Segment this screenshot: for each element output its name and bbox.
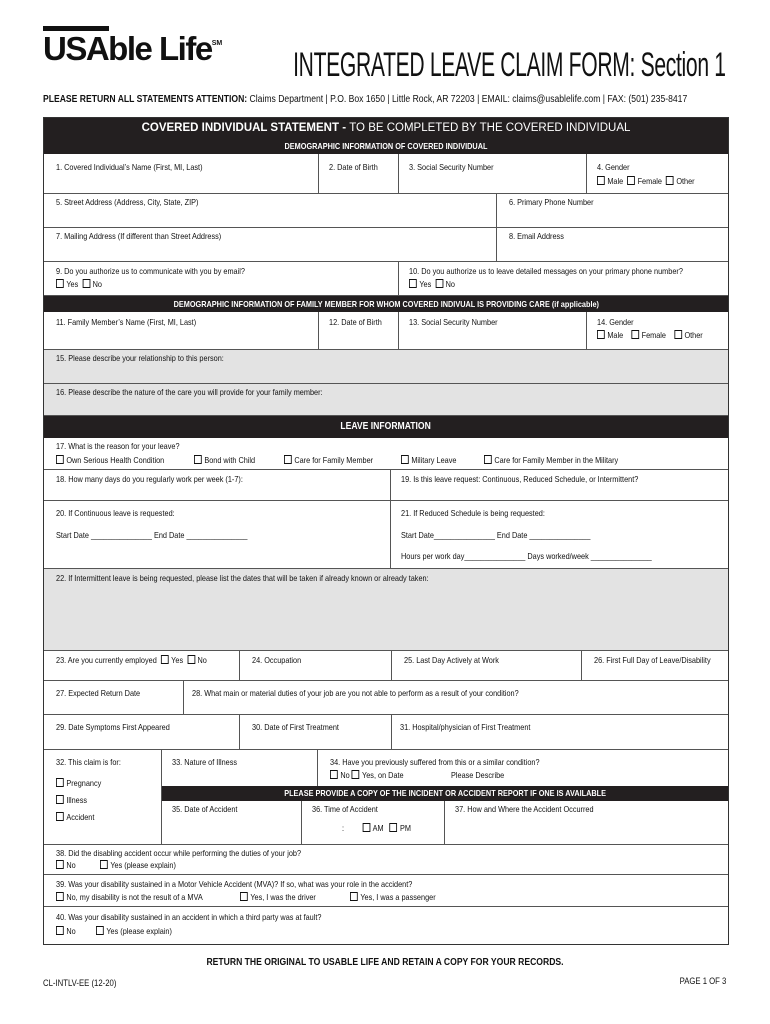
first-treatment-field[interactable]: 30. Date of First Treatment xyxy=(240,715,392,749)
job-duties-field[interactable]: 28. What main or material duties of your job are you not able to perform as a result of your condition? xyxy=(192,688,519,698)
family-other-checkbox[interactable] xyxy=(674,330,682,339)
row-authorization xyxy=(44,262,728,296)
leave-information-band: LEAVE INFORMATION xyxy=(44,416,728,438)
covered-name-field[interactable]: 1. Covered Individual’s Name (First, MI, Last) xyxy=(44,154,319,193)
expected-return-field[interactable]: 27. Expected Return Date xyxy=(44,681,184,714)
work-accident-row: 38. Did the disabling accident occur while performing the duties of your job? No Yes (please explain) xyxy=(44,845,728,875)
previous-condition-field: 34. Have you previously suffered from this or a similar condition? No Yes, on Date Please Describe xyxy=(330,757,540,780)
other-checkbox[interactable] xyxy=(666,176,674,185)
mva-driver-checkbox[interactable] xyxy=(240,892,248,901)
gender-field: 4. Gender Male Female Other xyxy=(597,162,695,186)
family-ssn-field[interactable]: 13. Social Security Number xyxy=(399,312,587,349)
mva-no-checkbox[interactable] xyxy=(56,892,64,901)
email-authorization: 9. Do you authorize us to communicate with you by email? Yes No xyxy=(44,262,399,295)
employed-yes-checkbox[interactable] xyxy=(161,655,169,664)
accident-location-field[interactable]: 37. How and Where the Accident Occurred xyxy=(455,804,594,814)
relationship-field[interactable]: 15. Please describe your relationship to this person: xyxy=(44,350,728,384)
email-address-field[interactable]: 8. Email Address xyxy=(509,231,564,241)
family-name-field[interactable]: 11. Family Member’s Name (First, MI, Last) xyxy=(44,312,319,349)
row-mailing-address xyxy=(44,228,728,262)
care-military-checkbox[interactable] xyxy=(484,455,492,464)
return-original-note: RETURN THE ORIGINAL TO USABLE LIFE AND RETAIN A COPY FOR YOUR RECORDS. xyxy=(206,957,564,968)
incident-report-band: PLEASE PROVIDE A COPY OF THE INCIDENT OR ACCIDENT REPORT IF ONE IS AVAILABLE xyxy=(162,786,728,801)
hospital-physician-field[interactable]: 31. Hospital/physician of First Treatment xyxy=(400,722,531,732)
mailing-address-field[interactable]: 7. Mailing Address (If different than Street Address) xyxy=(44,228,497,261)
accident-date-field[interactable]: 35. Date of Accident xyxy=(162,801,302,845)
phone-authorization: 10. Do you authorize us to leave detailed messages on your primary phone number? Yes No xyxy=(409,266,683,289)
covered-individual-band: COVERED INDIVIDUAL STATEMENT - TO BE COMPLETED BY THE COVERED INDIVIDUAL xyxy=(44,118,728,138)
email-no-checkbox[interactable] xyxy=(82,279,90,288)
row-family-member xyxy=(44,312,728,350)
claim-for-field: 32. This claim is for: Pregnancy Illness Accident xyxy=(44,750,162,844)
dob-field[interactable]: 2. Date of Birth xyxy=(319,154,399,193)
form-title: INTEGRATED LEAVE CLAIM FORM: Section 1 xyxy=(293,46,726,84)
primary-phone-field[interactable]: 6. Primary Phone Number xyxy=(509,197,594,207)
accident-time-field: 36. Time of Accident : AM PM xyxy=(302,801,445,845)
pregnancy-checkbox[interactable] xyxy=(56,778,64,787)
return-instructions: PLEASE RETURN ALL STATEMENTS ATTENTION: Claims Department | P.O. Box 1650 | Little Rock, AR 72203 | EMAIL: claims@usablelife.com | FAX: (501) 235-8417 xyxy=(43,94,688,105)
phone-yes-checkbox[interactable] xyxy=(409,279,417,288)
row-return xyxy=(44,681,728,715)
row-symptoms xyxy=(44,715,728,750)
family-gender-field: 14. Gender Male Female Other xyxy=(597,317,703,340)
accident-checkbox[interactable] xyxy=(56,812,64,821)
occupation-field[interactable]: 24. Occupation xyxy=(240,651,392,680)
days-per-week-field[interactable]: 18. How many days do you regularly work per week (1-7): xyxy=(44,470,391,500)
mva-passenger-checkbox[interactable] xyxy=(350,892,358,901)
continuous-leave-field[interactable]: 20. If Continuous leave is requested: Start Date _______________ End Date _______________ xyxy=(44,501,391,568)
form-code: CL-INTLV-EE (12-20) xyxy=(43,978,117,988)
page-number: PAGE 1 OF 3 xyxy=(679,976,726,986)
row-street-address xyxy=(44,194,728,228)
row-claim-type xyxy=(44,750,728,845)
care-family-checkbox[interactable] xyxy=(284,455,292,464)
mva-row: 39. Was your disability sustained in a Motor Vehicle Accident (MVA)? If so, what was your role in the accident? No, my disability is not the result of a MVA Yes, I was the driver Yes, I was a passenger xyxy=(44,875,728,907)
family-member-band: DEMOGRAPHIC INFORMATION OF FAMILY MEMBER FOR WHOM COVERED INDIVUAL IS PROVIDING CARE (if applicable) xyxy=(44,296,728,312)
employed-no-checkbox[interactable] xyxy=(187,655,195,664)
previous-yes-checkbox[interactable] xyxy=(352,770,360,779)
leave-type-field[interactable]: 19. Is this leave request: Continuous, Reduced Schedule, or Intermittent? xyxy=(401,474,639,484)
military-leave-checkbox[interactable] xyxy=(401,455,409,464)
bond-child-checkbox[interactable] xyxy=(194,455,202,464)
am-checkbox[interactable] xyxy=(362,823,370,832)
last-day-field[interactable]: 25. Last Day Actively at Work xyxy=(392,651,582,680)
own-health-checkbox[interactable] xyxy=(56,455,64,464)
claim-form xyxy=(43,117,729,945)
female-checkbox[interactable] xyxy=(627,176,635,185)
symptoms-date-field[interactable]: 29. Date Symptoms First Appeared xyxy=(44,715,240,749)
previous-no-checkbox[interactable] xyxy=(330,770,338,779)
first-leave-day-field[interactable]: 26. First Full Day of Leave/Disability xyxy=(594,655,711,665)
email-yes-checkbox[interactable] xyxy=(56,279,64,288)
third-party-no-checkbox[interactable] xyxy=(56,926,64,935)
third-party-yes-checkbox[interactable] xyxy=(96,926,104,935)
street-address-field[interactable]: 5. Street Address (Address, City, State, ZIP) xyxy=(44,194,497,227)
ssn-field[interactable]: 3. Social Security Number xyxy=(399,154,587,193)
intermittent-leave-field[interactable]: 22. If Intermittent leave is being requested, please list the dates that will be taken if already known or already taken: xyxy=(44,569,728,651)
phone-no-checkbox[interactable] xyxy=(435,279,443,288)
family-male-checkbox[interactable] xyxy=(597,330,605,339)
third-party-row: 40. Was your disability sustained in an accident in which a third party was at fault? No Yes (please explain) xyxy=(56,912,322,936)
row-covered-name xyxy=(44,154,728,194)
row-employment xyxy=(44,651,728,681)
illness-checkbox[interactable] xyxy=(56,795,64,804)
row-days-worked xyxy=(44,470,728,501)
work-accident-yes-checkbox[interactable] xyxy=(100,860,108,869)
leave-reason-row: 17. What is the reason for your leave? Own Serious Health Condition Bond with Child Care for Family Member Military Leave Care for Family Member in the Military xyxy=(44,438,728,470)
male-checkbox[interactable] xyxy=(597,176,605,185)
illness-nature-field[interactable]: 33. Nature of Illness xyxy=(162,750,318,786)
family-female-checkbox[interactable] xyxy=(631,330,639,339)
reduced-schedule-field[interactable]: 21. If Reduced Schedule is being requested: Start Date_______________ End Date _______________ Hours per work day_______________ Days worked/week _______________ xyxy=(401,508,652,561)
work-accident-no-checkbox[interactable] xyxy=(56,860,64,869)
care-nature-field[interactable]: 16. Please describe the nature of the care you will provide for your family member: xyxy=(44,384,728,416)
pm-checkbox[interactable] xyxy=(390,823,398,832)
demographic-band: DEMOGRAPHIC INFORMATION OF COVERED INDIVIDUAL xyxy=(44,138,728,154)
row-leave-dates xyxy=(44,501,728,569)
family-dob-field[interactable]: 12. Date of Birth xyxy=(319,312,399,349)
employed-field: 23. Are you currently employed Yes No xyxy=(44,651,240,680)
usable-life-logo: USAble Life℠ xyxy=(43,30,223,67)
